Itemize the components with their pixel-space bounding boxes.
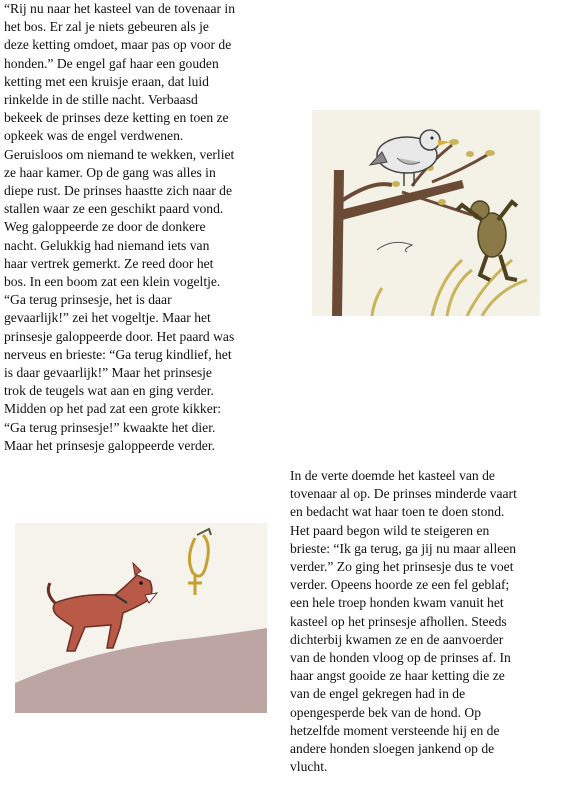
text-line: andere honden sloegen jankend op de	[290, 741, 495, 757]
text-line: Midden op het pad zat een grote kikker:	[4, 401, 222, 417]
story-paragraph-2	[290, 467, 574, 776]
text-line: deze ketting omdoet, maar pas op voor de	[4, 37, 232, 53]
text-line: prinsesje galoppeerde door. Het paard was	[4, 328, 235, 344]
text-line: verder. Opeens hoorde ze een fel geblaf;	[290, 577, 510, 593]
text-line: trok de teugels wat aan en ging verder.	[4, 383, 214, 399]
text-line: haar vertrek gemerkt. Ze reed door het	[4, 255, 214, 271]
text-line: ketting met een kruisje eraan, dat luid	[4, 73, 209, 89]
text-line: “Rij nu naar het kasteel van de tovenaar in	[4, 1, 236, 16]
text-line: stallen waar ze een geschikt paard vond.	[4, 201, 224, 217]
story-paragraph-1	[4, 0, 294, 455]
text-line: een hele troep honden kwam vanuit het	[290, 595, 504, 611]
text-line: brieste: “Ik ga terug, ga jij nu maar alleen	[290, 540, 517, 556]
text-line: Weg galoppeerde ze door de donkere	[4, 219, 206, 235]
text-line: diepe rust. De prinses haastte zich naar de	[4, 183, 232, 199]
bird-frog-illustration	[312, 110, 540, 316]
text-line: Het paard begon wild te steigeren en	[290, 522, 490, 538]
text-line: nerveus en brieste: “Ga terug kindlief, het	[4, 346, 232, 362]
text-line: honden.” De engel gaf haar een gouden	[4, 55, 219, 71]
text-line: van de engel gekregen had in de	[290, 686, 466, 702]
text-line: Geruisloos om niemand te wekken, verliet	[4, 146, 235, 162]
text-line: vlucht.	[290, 759, 328, 775]
text-line: “Ga terug prinsesje, het is daar	[4, 292, 172, 308]
text-line: tovenaar al op. De prinses minderde vaart	[290, 486, 517, 502]
text-line: Maar het prinsesje galoppeerde verder.	[4, 437, 215, 453]
text-line: rinkelde in de stille nacht. Verbaasd	[4, 92, 198, 108]
text-line: bos. In een boom zat een klein vogeltje.	[4, 274, 221, 290]
text-line: hetzelfde moment versteende hij en de	[290, 722, 500, 738]
text-line: het bos. Er zal je niets gebeuren als je	[4, 19, 209, 35]
text-line: “Ga terug prinsesje!” kwaakte het dier.	[4, 419, 216, 435]
text-line: is daar gevaarlijk!” Maar het prinsesje	[4, 365, 212, 381]
text-line: gevaarlijk!” zei het vogeltje. Maar het	[4, 310, 211, 326]
text-line: nacht. Gelukkig had niemand iets van	[4, 237, 210, 253]
text-line: en bedacht wat haar toen te doen stond.	[290, 504, 505, 520]
text-line: kasteel op het prinsesje afhollen. Steeds	[290, 613, 507, 629]
text-line: ze haar kamer. Op de gang was alles in	[4, 164, 216, 180]
text-line: In de verte doemde het kasteel van de	[290, 468, 495, 483]
text-line: verder.” Zo ging het prinsesje dus te voet	[290, 559, 514, 575]
text-line: dichterbij kwamen ze en de aanvoerder	[290, 631, 504, 647]
dog-illustration	[15, 523, 267, 713]
text-line: opengesperde bek van de hond. Op	[290, 704, 482, 720]
text-line: bekeek de prinses deze ketting en toen ze	[4, 110, 229, 126]
text-line: haar angst gooide ze haar ketting die ze	[290, 668, 505, 684]
text-line: opkeek was de engel verdwenen.	[4, 128, 184, 144]
text-line: van de honden vloog op de prinses af. In	[290, 650, 511, 666]
